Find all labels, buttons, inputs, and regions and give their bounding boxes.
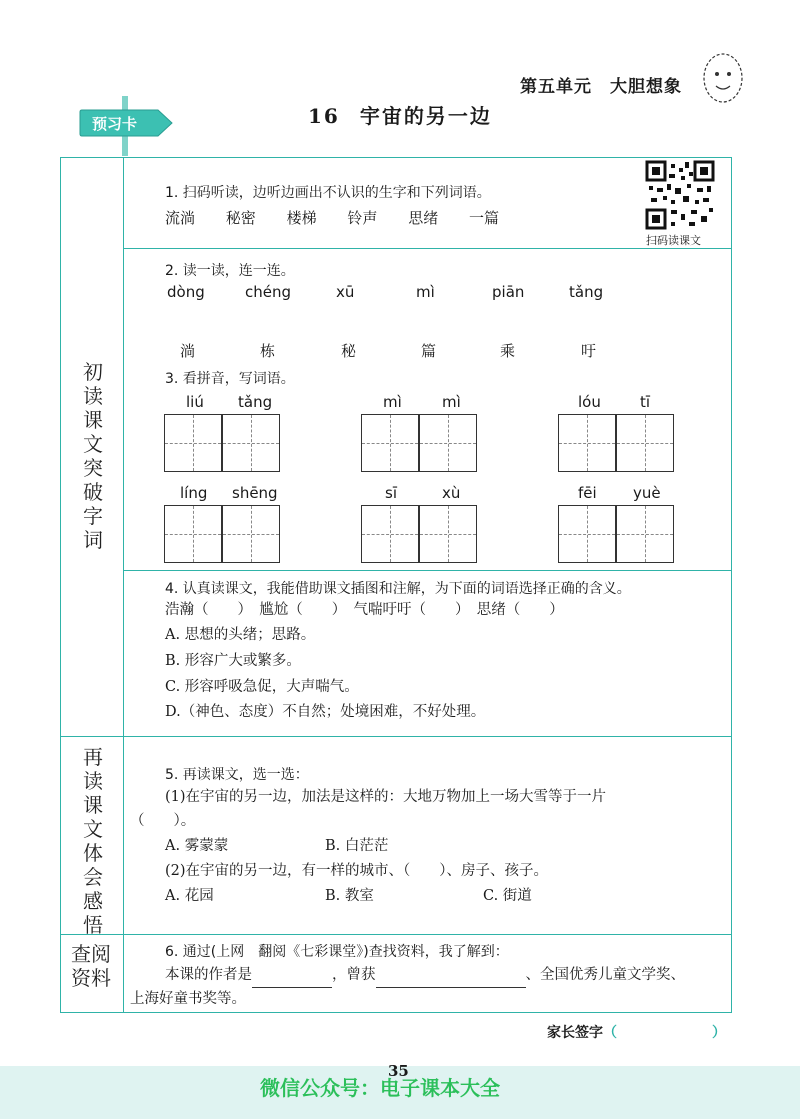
q2-pinyin: tǎng xyxy=(569,283,604,301)
q1-word: 铃声 xyxy=(347,209,378,227)
signature-label: 家长签字 xyxy=(547,1025,603,1041)
writing-grid-cell[interactable] xyxy=(558,505,616,563)
q4-prompt: 4. 认真读课文，我能借助课文插图和注解，为下面的词语选择正确的含义。 xyxy=(165,581,631,597)
writing-grid-cell[interactable] xyxy=(164,505,222,563)
q3-pinyin: líng xyxy=(180,484,208,502)
q3-pinyin: sī xyxy=(385,484,397,502)
q3-pinyin: shēng xyxy=(232,484,278,502)
preview-card-tag xyxy=(78,108,174,138)
mascot-illustration xyxy=(700,48,746,106)
writing-grid-cell[interactable] xyxy=(419,414,477,472)
q3-pinyin: liú xyxy=(186,393,204,411)
q1-word: 秘密 xyxy=(225,209,256,227)
writing-grid-cell[interactable] xyxy=(558,414,616,472)
q5-sub2: (2)在宇宙的另一边，有一样的城市、（ ）、房子、孩子。 xyxy=(165,863,549,879)
writing-grid-cell[interactable] xyxy=(616,414,674,472)
q3-pinyin: mì xyxy=(383,393,402,411)
signature-close: ） xyxy=(712,1025,726,1041)
row-divider xyxy=(123,248,732,249)
q3-pinyin: yuè xyxy=(633,484,661,502)
q3-pinyin: xù xyxy=(442,484,461,502)
q1-word: 思绪 xyxy=(408,209,439,227)
q6-line xyxy=(165,962,685,988)
q1-word: 一篇 xyxy=(468,209,499,227)
q4-option: B. 形容广大或繁多。 xyxy=(165,653,301,669)
q2-pinyin: dòng xyxy=(167,283,205,301)
q2-char: 吁 xyxy=(581,342,597,360)
q5-sub1-blank: （ ）。 xyxy=(130,813,196,829)
writing-grid-cell[interactable] xyxy=(361,414,419,472)
unit-header xyxy=(520,72,682,97)
q6-line2: 上海好童书奖等。 xyxy=(130,991,246,1007)
q5-option: B. 教室 xyxy=(325,888,374,904)
award-blank[interactable] xyxy=(376,962,526,988)
q2-char: 篇 xyxy=(421,342,437,360)
writing-grid-cell[interactable] xyxy=(164,414,222,472)
row-divider xyxy=(123,570,732,571)
q6-text: 本课的作者是 xyxy=(165,967,252,983)
q1-word: 流淌 xyxy=(165,209,196,227)
q1-words xyxy=(165,207,525,228)
q5-sub1: (1)在宇宙的另一边，加法是这样的：大地万物加上一场大雪等于一片 xyxy=(165,789,607,805)
qr-caption: 扫码读课文 xyxy=(646,234,701,247)
q3-pinyin: fēi xyxy=(578,484,597,502)
q6-text: 、全国优秀儿童文学奖、 xyxy=(525,967,685,983)
section-row-divider xyxy=(60,736,732,737)
q2-char: 秘 xyxy=(341,342,357,360)
q3-pinyin: tī xyxy=(640,393,651,411)
q2-pinyin: mì xyxy=(416,283,435,301)
watermark-text: 微信公众号：电子课本大全 xyxy=(260,1076,500,1100)
unit-theme: 大胆想象 xyxy=(610,77,682,97)
q2-char: 淌 xyxy=(180,342,196,360)
section-label-rereading: 再读课文 体会感悟 xyxy=(83,745,123,937)
author-blank[interactable] xyxy=(252,962,332,988)
unit-label: 第五单元 xyxy=(520,77,592,97)
section-row-divider xyxy=(60,934,732,935)
writing-grid-cell[interactable] xyxy=(616,505,674,563)
q1-word: 楼梯 xyxy=(286,209,317,227)
lesson-number: 16 xyxy=(308,104,340,128)
q4-terms: 浩瀚（ ） 尴尬（ ） 气喘吁吁（ ） 思绪（ ） xyxy=(165,602,564,618)
q4-option: A. 思想的头绪；思路。 xyxy=(165,627,316,643)
qr-code[interactable] xyxy=(645,160,715,230)
section-divider xyxy=(123,157,124,1013)
parent-signature xyxy=(547,1022,726,1042)
q3-pinyin: tǎng xyxy=(238,393,273,411)
q5-option: A. 花园 xyxy=(165,888,214,904)
q2-pinyin: chéng xyxy=(245,283,292,301)
lesson-title xyxy=(308,100,492,129)
q5-option: C. 街道 xyxy=(483,888,532,904)
q2-pinyin: piān xyxy=(492,283,525,301)
q3-prompt: 3. 看拼音，写词语。 xyxy=(165,371,295,387)
section-label-research: 查阅资料 xyxy=(71,942,111,990)
q4-option: D.（神色、态度）不自然；处境困难，不好处理。 xyxy=(165,704,486,720)
q2-char: 乘 xyxy=(500,342,516,360)
page-number: 35 xyxy=(388,1062,409,1080)
writing-grid-cell[interactable] xyxy=(222,414,280,472)
q2-pinyin: xū xyxy=(336,283,355,301)
q2-char: 栋 xyxy=(260,342,276,360)
q3-pinyin: lóu xyxy=(578,393,601,411)
q6-text: ，曾获 xyxy=(332,967,376,983)
signature-field[interactable] xyxy=(617,1025,712,1041)
lesson-name: 宇宙的另一边 xyxy=(359,104,492,128)
q3-pinyin: mì xyxy=(442,393,461,411)
q2-prompt: 2. 读一读，连一连。 xyxy=(165,263,295,279)
q5-option: A. 雾蒙蒙 xyxy=(165,838,229,854)
signature-open: （ xyxy=(603,1025,617,1041)
q4-option: C. 形容呼吸急促，大声喘气。 xyxy=(165,679,359,695)
q5-prompt: 5. 再读课文，选一选： xyxy=(165,767,309,783)
q5-option: B. 白茫茫 xyxy=(325,838,389,854)
q1-prompt: 1. 扫码听读，边听边画出不认识的生字和下列词语。 xyxy=(165,185,491,201)
writing-grid-cell[interactable] xyxy=(419,505,477,563)
preview-card-label: 预习卡 xyxy=(92,115,138,133)
section-label-initial-reading: 初读课文 突破字词 xyxy=(83,360,123,552)
q6-prompt: 6. 通过(上网 翻阅《七彩课堂》)查找资料，我了解到： xyxy=(165,944,509,960)
writing-grid-cell[interactable] xyxy=(222,505,280,563)
writing-grid-cell[interactable] xyxy=(361,505,419,563)
